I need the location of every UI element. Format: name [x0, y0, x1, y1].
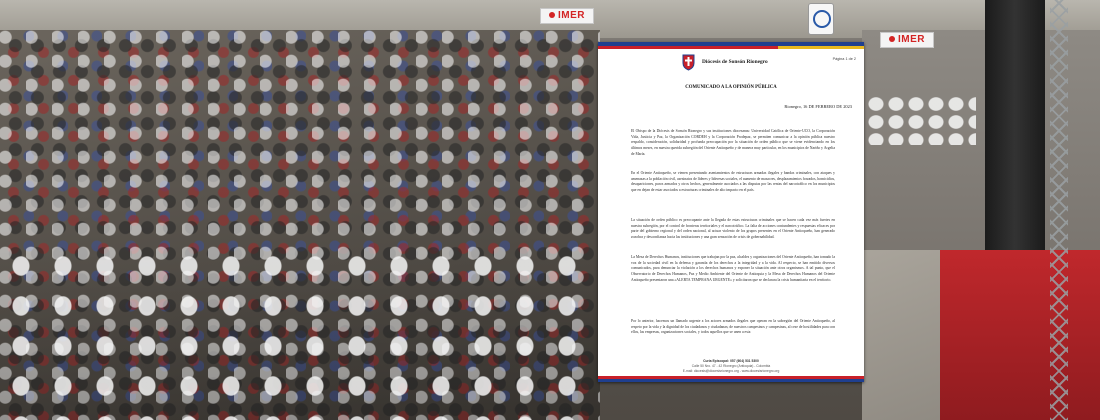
diocese-crest-icon: [682, 54, 695, 71]
public-statement-document: [598, 42, 864, 382]
document-headline: COMUNICADO A LA OPINIÓN PÚBLICA: [685, 85, 777, 90]
footer-address: Calle 50 Nro. 47 - 42 Rionegro (Antioquia) - Colombia: [691, 363, 771, 368]
white-chairs: [0, 250, 600, 420]
footer-phone: Curia Episcopal: 057 (604) 531 5300: [703, 359, 759, 363]
document-date: Rionegro, 16 DE FEBRERO DE 2023: [784, 104, 852, 109]
speaker-tower: [985, 0, 1045, 250]
document-header-band: [598, 42, 864, 51]
document-footer: [598, 359, 864, 373]
imer-sign-left: IMER: [540, 8, 594, 24]
diocese-name: Diócesis de Sonsón Rionegro: [702, 59, 768, 65]
paragraph-3: La situación de orden público es preocupante ante la llegada de estas estructuras criminales que se hacen cada vez más fuertes en nuestra subregión, por el control de fronteras territoriales y el narcotráfico. La falta de acciones contundentes y respuestas eficaces por parte del gobierno regional y del orden nacional, al actuar violento de los grupos presentes en el Oriente Antioqueño, han generado zozobra y desconfianza hacia las instituciones y una gran sensación de crisis de gobernabilidad.: [631, 218, 835, 239]
imer-sign-right: IMER: [880, 32, 934, 48]
footer-email: E-mail: diocesis@diocesisrionegro.org - www.diocesisrionegro.org: [682, 368, 780, 373]
paragraph-1: El Obispo de la Diócesis de Sonsón Rionegro y sus instituciones diocesanas: Universidad Católica de Oriente-UCO, la Corporación Vida, Justicia y Paz, la Organización CORDEH y la Corporación Prodepaz, se permiten comunicar a la opinión pública nuestro respaldo, consideración, solidaridad y profunda preocupación por la situación de orden público que se viene evidenciando en los últimos meses, en nuestra querida subregión del Oriente Antioqueño y de manera muy particular, en los municipios de Nariño y Argelia de María.: [631, 129, 835, 156]
paragraph-4: La Mesa de Derechos Humanos, instituciones que trabajan por la paz, alcaldes y organizaciones del Oriente Antioqueño, han tomado la voz de la sociedad civil en la defensa y garantía de los derechos a la integridad y a la vida. Al respecto, se han emitido diversos comunicados, para denunciar la violación a los derechos humanos y exponer la situación ante otros organismos. A tal punto, que el Observatorio de Derechos Humanos, Paz y Medio Ambiente del Oriente de Antioquia y la Mesa de Derechos Humanos del Oriente Antioqueño presentaron una «ALERTA TEMPRANA URGENTE» y solicitaron que se declarara la crisis humanitaria en el territorio.: [631, 255, 835, 282]
document-footer-band: [598, 376, 864, 382]
empty-chairs: [866, 95, 976, 145]
metal-truss: [1050, 0, 1068, 420]
wall-clock-icon: [808, 3, 834, 35]
paragraph-2: En el Oriente Antioqueño, se vienen presentando asentamientos de estructuras armadas ilegales y bandas criminales, con ataques y amenazas a la población civil, asesinatos de líderes y lideresas sociales, el aumento de masacres, desplazamientos forzados, homicidios, desapariciones, paros armados y otros hechos, generalmente asociados a las disputas por las rentas del narcotráfico en los municipios que en dejan de estar asociados a estructuras criminales de alto impacto en el país.: [631, 171, 835, 192]
paragraph-5: Por lo anterior, hacemos un llamado urgente a los actores armados ilegales que operan en la subregión del Oriente Antioqueño, al respeto por la vida y la dignidad de los ciudadanos y ciudadanas; de nuestros campesinos y campesinas, al cese de hostilidades para con ellos, las empresas, organizaciones sociales, y todos aquellos que se unen a esta: [631, 319, 835, 335]
page-number: Página 1 de 2: [832, 57, 856, 61]
red-stage: [940, 250, 1100, 420]
